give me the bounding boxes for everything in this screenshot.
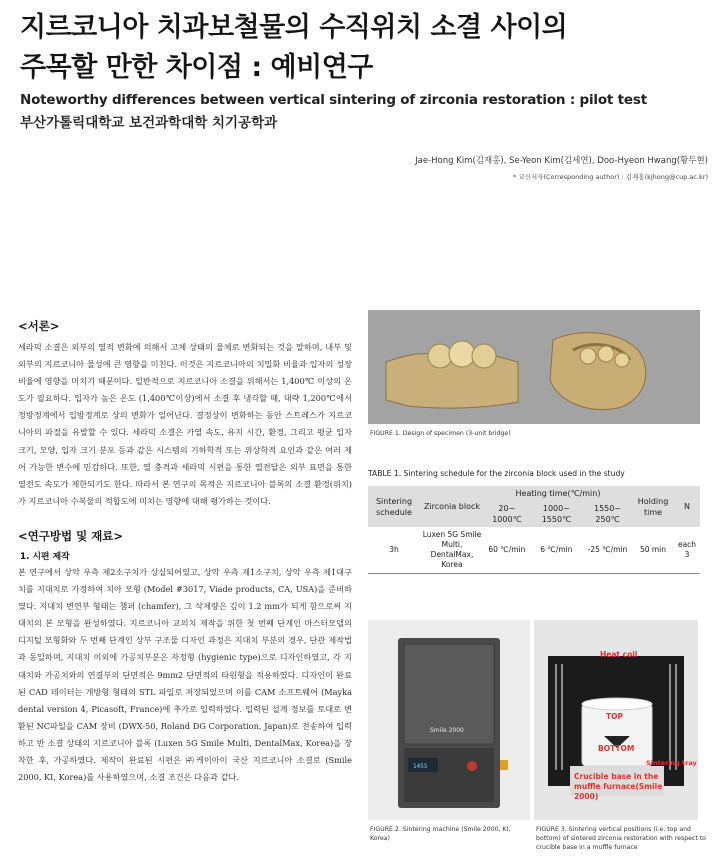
english-title: Noteworthy differences between vertical sintering of zirconia restoration : pilot test: [20, 92, 647, 108]
intro-heading: <서론>: [18, 319, 60, 333]
affiliation: 부산가톨릭대학교 보건과학대학 치기공학과: [20, 115, 278, 131]
table-1-title: TABLE 1. Sintering schedule for the zirconia block used in the study: [368, 469, 625, 478]
col-holding-time: Holding time: [632, 486, 674, 527]
col-heating-time: Heating time(℃/min): [484, 486, 632, 501]
intro-paragraph: 세라믹 소결은 외부의 열적 변화에 의해서 고체 상태의 물체로 변화되는 것을 말하며, 내부 및 외부의 지르코니아 물성에 큰 영향을 미친다. 이것은 지르코니아의 치밀화 비율과 입자의 성장 비율에 영향을 미치기 때문이다. 일반적으로 지르코니아 소결을 위해서는 1,400℃ 이상의 온도가 필요하다. 입자가 높은 온도 (1,400℃이상)에서 소결 후 냉각할 때, 대략 1,200℃에서 정방정계에서 입방정계로 상의 변화가 일어난다. 결정상이 변화하는 동안 스트레스가 지르코니아의 파절을 유발할 수 있다. 세라믹 소결은 가열 속도, 유지 시간, 환경, 그리고 평균 입자 크기, 모양, 입자 크기 분포 등과 같은 시스템의 기하학적 또는 위상학적 요인과 같은 여러 제어 가능한 변수에 민감하다. 또한, 열 충격과 세라믹 시편을 통한 열전달은 외부 표면을 통한 열전도 속도가 제한되기도 한다. 따라서 본 연구의 목적은 지르코니아 블록의 소결 환경(위치)가 지르코니아 수복물의 적합도에 미치는 영향에 대해 평가하는 것이다.: [18, 342, 352, 506]
body-left-column: [18, 318, 352, 786]
authors: Jae-Hong Kim(김재홍), Se-Yeon Kim(김세연), Doo-Hyeon Hwang(황두현): [415, 156, 708, 166]
machine-display: 1455: [413, 763, 428, 770]
sintering-tray-label: Sintering tray: [646, 759, 697, 767]
heat-coil-label: Heat coil: [600, 650, 638, 659]
cell-block: Luxen 5G Smile Multi, DentalMax, Korea: [420, 527, 484, 574]
col-range-1: 20~ 1000℃: [484, 501, 530, 527]
methods-heading: <연구방법 및 재료>: [18, 528, 124, 543]
bottom-label: BOTTOM: [598, 744, 635, 753]
figure-1-caption: FIGURE 1. Design of specimen (3-unit bridge): [370, 430, 511, 437]
cell-schedule: 3h: [368, 527, 420, 574]
col-zirconia-block: Zirconia block: [420, 486, 484, 527]
col-n: N: [674, 486, 700, 527]
table-row: [368, 527, 700, 574]
cell-holding: 50 min: [632, 527, 674, 574]
figure-3-caption: FIGURE 3. Sintering vertical positions (i.e. top and bottom) of sintered zirconia restoration with respect to crucible base in a muffle furnace: [536, 826, 706, 851]
col-range-3: 1550~ 250℃: [583, 501, 632, 527]
cell-rate-3: -25 ℃/min: [583, 527, 632, 574]
methods-paragraph: 본 연구에서 상악 우측 제2소구치가 상실되어있고, 상악 우측 제1소구치, 상악 우측 제1대구치를 지대치로 가정하여 치아 모형 (Model #3017, Viade products, CA, USA)을 준비하였다. 지대치 변연부 형태는 챔퍼 (chamfer), 그 삭제량은 깊이 1.2 mm가 되게 함으로써 지대치의 본 모형을 완성하였다. 지르코니아 교의치 제작을 위한 첫 번째 단계인 마스터모델의 디지털 모형화와 두 번째 단계인 상부 구조물 디자인 과정은 지대치 부분의 경우, 단관 제작법과 동일하며, 지대치 이외에 가공치부분은 자정형 (hygienic type)으로 디자인하였고, 각 지대치와 가공치와의 연결부의 단면적은 9mm2 단면적의 타원형을 적용하였다. 디자인이 완료된 CAD 데이터는 개방형 형태의 STL 파일로 저장되었으며 이를 CAM 소프트웨어 (Mayka dental version 4, Picasoft, France)에 추가로 입력하였다. 입력된 설계 정보를 토대로 변환된 NC파일을 CAM 장비 (DWX-50, Roland DG Corporation, Japan)로 전송하여 입력하고 반 소결 상태의 지르코니아 블록 (Luxen 5G Smile Multi, DentalMax, Korea)을 장착한 후, 가공하였다. 제작이 완료된 시편은 ㈜케이아이 국산 지르코니아 소결로 (Smile 2000, KI, Korea)를 사용하였으며, 소결 조건은 다음과 같다.: [18, 566, 352, 783]
figure-2-image: [368, 620, 530, 820]
figure-3-image: [534, 620, 698, 820]
sintering-table: [368, 486, 700, 574]
title-line-1: 지르코니아 치과보철물의 수직위치 소결 사이의: [20, 12, 568, 43]
top-label: TOP: [606, 712, 623, 721]
figure-1-image: [368, 310, 700, 424]
figure-2-caption: FIGURE 2. Sintering machine (Smile 2000, KI, Korea): [370, 826, 511, 842]
cell-rate-2: 6 ℃/min: [530, 527, 583, 574]
crucible-label: Crucible base in the muffle furnace(Smile 2000): [574, 772, 663, 801]
title-line-2: 주목할 만한 차이점 : 예비연구: [20, 52, 373, 83]
col-range-2: 1000~ 1550℃: [530, 501, 583, 527]
machine-label: Smile 2000: [430, 727, 464, 734]
cell-rate-1: 60 ℃/min: [484, 527, 530, 574]
col-sintering-schedule: Sintering schedule: [368, 486, 420, 527]
corresponding-author: * 교신저자(Corresponding author) : 김재홍(kjhong@cup.ac.kr): [513, 173, 708, 181]
page-title: [20, 8, 710, 88]
methods-subheading: 1. 시편 제작: [20, 551, 70, 562]
cell-n: each 3: [674, 527, 700, 574]
